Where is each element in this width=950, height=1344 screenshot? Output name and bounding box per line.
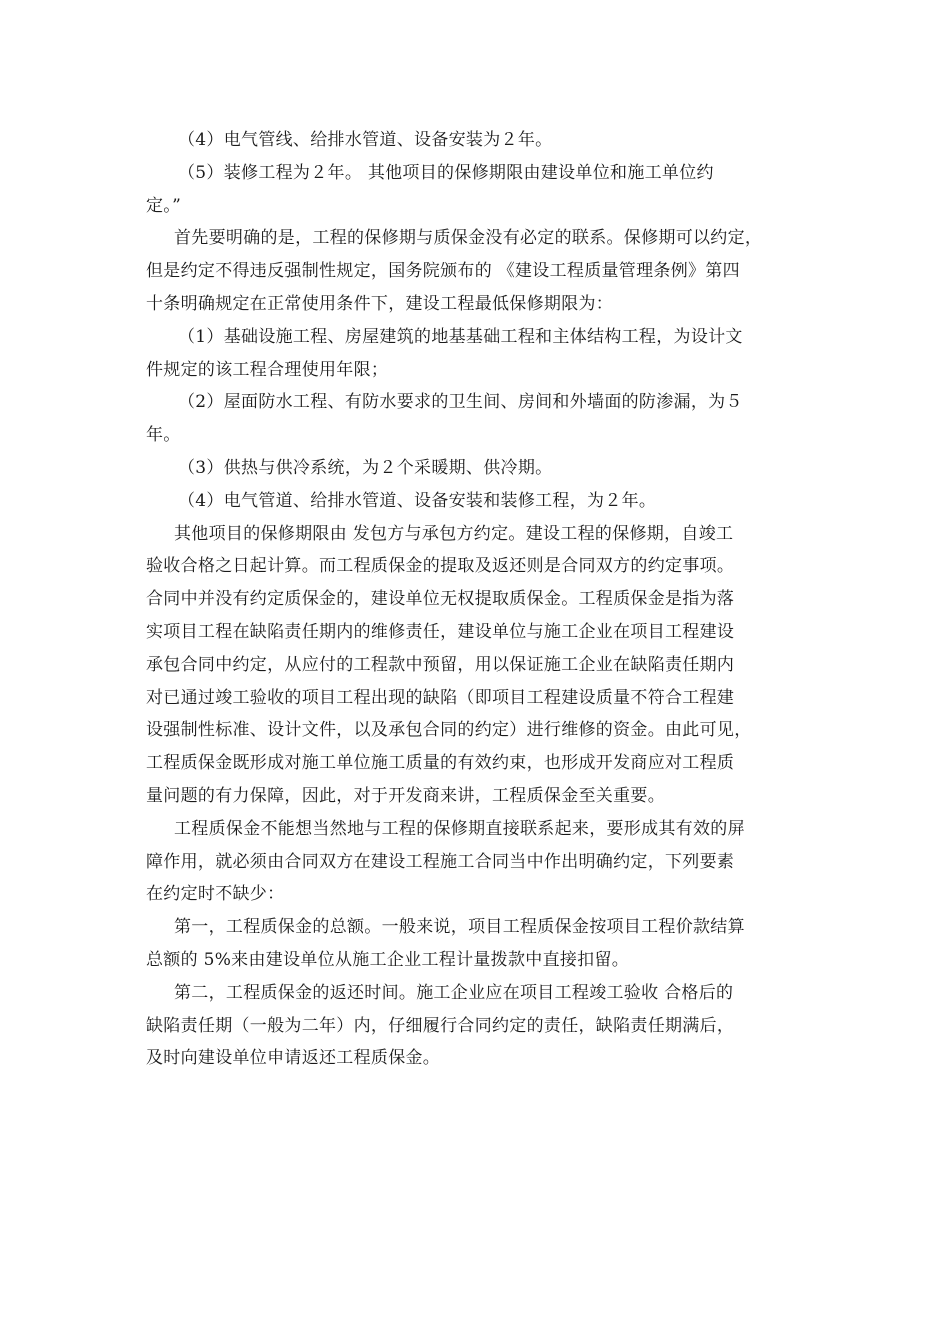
text-line: 障作用，就必须由合同双方在建设工程施工合同当中作出明确约定，下列要素 xyxy=(146,851,735,872)
text-line: 第一，工程质保金的总额。一般来说，项目工程质保金按项目工程价款结算 xyxy=(174,917,745,938)
text-line: 对已通过竣工验收的项目工程出现的缺陷（即项目工程建设质量不符合工程建 xyxy=(146,687,735,708)
text-line: 其他项目的保修期限由 发包方与承包方约定。建设工程的保修期，自竣工 xyxy=(174,523,734,544)
text-line: 及时向建设单位申请返还工程质保金。 xyxy=(146,1048,441,1069)
text-line: 设强制性标准、设计文件，以及承包合同的约定）进行维修的资金。由此可见， xyxy=(146,720,752,741)
text-line: 验收合格之日起计算。而工程质保金的提取及返还则是合同双方的约定事项。 xyxy=(146,556,735,577)
text-line: 合同中并没有约定质保金的，建设单位无权提取质保金。工程质保金是指为落 xyxy=(146,589,735,610)
text-line: 首先要明确的是，工程的保修期与质保金没有必定的联系。保修期可以约定， xyxy=(174,228,763,249)
text-line: 十条明确规定在正常使用条件下，建设工程最低保修期限为： xyxy=(146,293,614,314)
text-line: 在约定时不缺少： xyxy=(146,884,285,905)
text-line: 总额的 5%来由建设单位从施工企业工程计量拨款中直接扣留。 xyxy=(146,949,630,970)
text-line: 实项目工程在缺陷责任期内的维修责任，建设单位与施工企业在项目工程建设 xyxy=(146,621,735,642)
text-line: （3）供热与供冷系统，为２个采暖期、供冷期。 xyxy=(178,457,553,478)
text-line: （4）电气管道、给排水管道、设备安装和装修工程，为２年。 xyxy=(178,490,657,511)
text-line: 量问题的有力保障，因此，对于开发商来讲，工程质保金至关重要。 xyxy=(146,785,665,806)
text-line: （5）装修工程为２年。 其他项目的保修期限由建设单位和施工单位约 xyxy=(178,162,714,183)
text-line: 工程质保金不能想当然地与工程的保修期直接联系起来，要形成其有效的屏 xyxy=(174,818,745,839)
text-line: 年。 xyxy=(146,425,181,446)
document-body xyxy=(146,124,808,1075)
text-line: 工程质保金既形成对施工单位施工质量的有效约束，也形成开发商应对工程质 xyxy=(146,753,735,774)
text-line: 第二，工程质保金的返还时间。施工企业应在项目工程竣工验收 合格后的 xyxy=(174,982,734,1003)
text-line: 但是约定不得违反强制性规定，国务院颁布的 《建设工程质量管理条例》第四 xyxy=(146,261,740,282)
text-line: 缺陷责任期（一般为二年）内，仔细履行合同约定的责任，缺陷责任期满后， xyxy=(146,1015,735,1036)
text-line: 件规定的该工程合理使用年限； xyxy=(146,359,389,380)
text-line: （4）电气管线、给排水管道、设备安装为２年。 xyxy=(178,130,553,150)
text-line: （1）基础设施工程、房屋建筑的地基基础工程和主体结构工程，为设计文 xyxy=(178,326,743,347)
text-line: （2）屋面防水工程、有防水要求的卫生间、房间和外墙面的防渗漏，为５ xyxy=(178,392,743,413)
text-line: 承包合同中约定，从应付的工程款中预留，用以保证施工企业在缺陷责任期内 xyxy=(146,654,735,675)
text-line: 定。” xyxy=(146,195,182,216)
